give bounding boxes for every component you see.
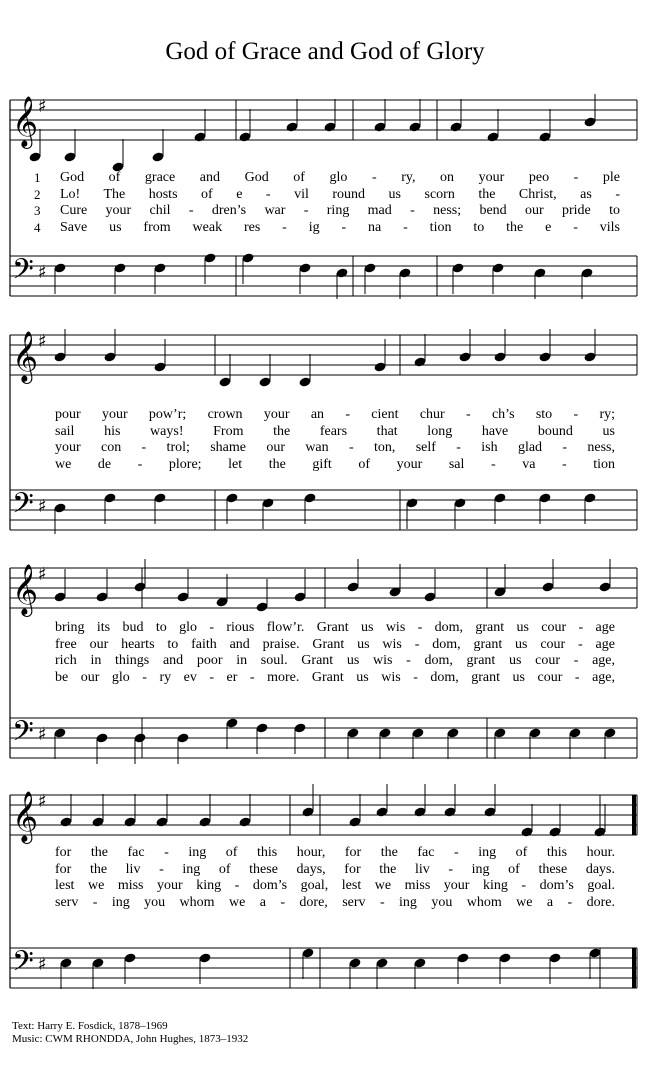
treble-clef-icon: 𝄞 — [12, 564, 39, 615]
verse-number: 3 — [34, 203, 41, 218]
lyric-line: pour your pow’r; crown your an - cient chur - ch’s sto - ry; — [55, 407, 615, 422]
treble-clef-icon: 𝄞 — [12, 96, 39, 147]
final-barline — [632, 795, 636, 835]
final-barline — [632, 948, 636, 988]
key-signature-sharp: ♯ — [38, 96, 47, 117]
lyric-line: God of grace and God of glo - ry, on your peo - ple — [60, 170, 620, 185]
lyric-line: rich in things and poor in soul. Grant us wis - dom, grant us cour - age, — [55, 653, 615, 668]
lyric-line: be our glo - ry ev - er - more. Grant us wis - dom, grant us cour - age, — [55, 669, 615, 685]
lyric-line: Save us from weak res - ig - na - tion to the e - vils — [60, 219, 620, 235]
lyric-line: we de - plore; let the gift of your sal - va - tion — [55, 456, 615, 472]
lyric-line: serv - ing you whom we a - dore, serv - ing you whom we a - dore. — [55, 894, 615, 910]
bass-clef-icon: 𝄢 — [12, 487, 34, 527]
treble-clef-icon: 𝄞 — [12, 331, 39, 382]
lyric-line: free our hearts to faith and praise. Grant us wis - dom, grant us cour - age — [55, 636, 615, 652]
hymn-title: God of Grace and God of Glory — [165, 38, 485, 65]
music-credit: Music: CWM RHONDDA, John Hughes, 1873–1932 — [12, 1033, 249, 1045]
lyric-line: Lo! The hosts of e - vil round us scorn the Christ, as - — [60, 186, 620, 202]
key-signature-sharp: ♯ — [38, 331, 47, 352]
lyric-line: Cure your chil - dren’s war - ring mad - ness; bend our pride to — [60, 203, 620, 218]
bass-clef-icon: 𝄢 — [12, 715, 34, 755]
bass-clef-icon: 𝄢 — [12, 945, 34, 985]
text-credit: Text: Harry E. Fosdick, 1878–1969 — [12, 1020, 168, 1032]
lyric-line: lest we miss your king - dom’s goal, lest we miss your king - dom’s goal. — [55, 878, 615, 893]
lyric-line: for the liv - ing of these days, for the liv - ing of these days. — [55, 861, 615, 877]
verse-number: 1 — [34, 170, 41, 185]
verse-number: 4 — [34, 219, 41, 235]
key-signature-sharp: ♯ — [38, 496, 47, 517]
lyric-line: your con - trol; shame our wan - ton, self - ish glad - ness, — [55, 440, 615, 455]
treble-clef-icon: 𝄞 — [12, 791, 39, 842]
key-signature-sharp: ♯ — [38, 262, 47, 283]
lyric-line: bring its bud to glo - rious flow’r. Grant us wis - dom, grant us cour - age — [55, 620, 615, 635]
key-signature-sharp: ♯ — [38, 724, 47, 745]
key-signature-sharp: ♯ — [38, 954, 47, 975]
key-signature-sharp: ♯ — [38, 564, 47, 585]
lyric-line: for the fac - ing of this hour, for the fac - ing of this hour. — [55, 845, 615, 860]
lyric-line: sail his ways! From the fears that long have bound us — [55, 423, 615, 439]
bass-clef-icon: 𝄢 — [12, 253, 34, 293]
credits — [12, 1020, 248, 1046]
verse-number: 2 — [34, 186, 41, 202]
key-signature-sharp: ♯ — [38, 791, 47, 812]
